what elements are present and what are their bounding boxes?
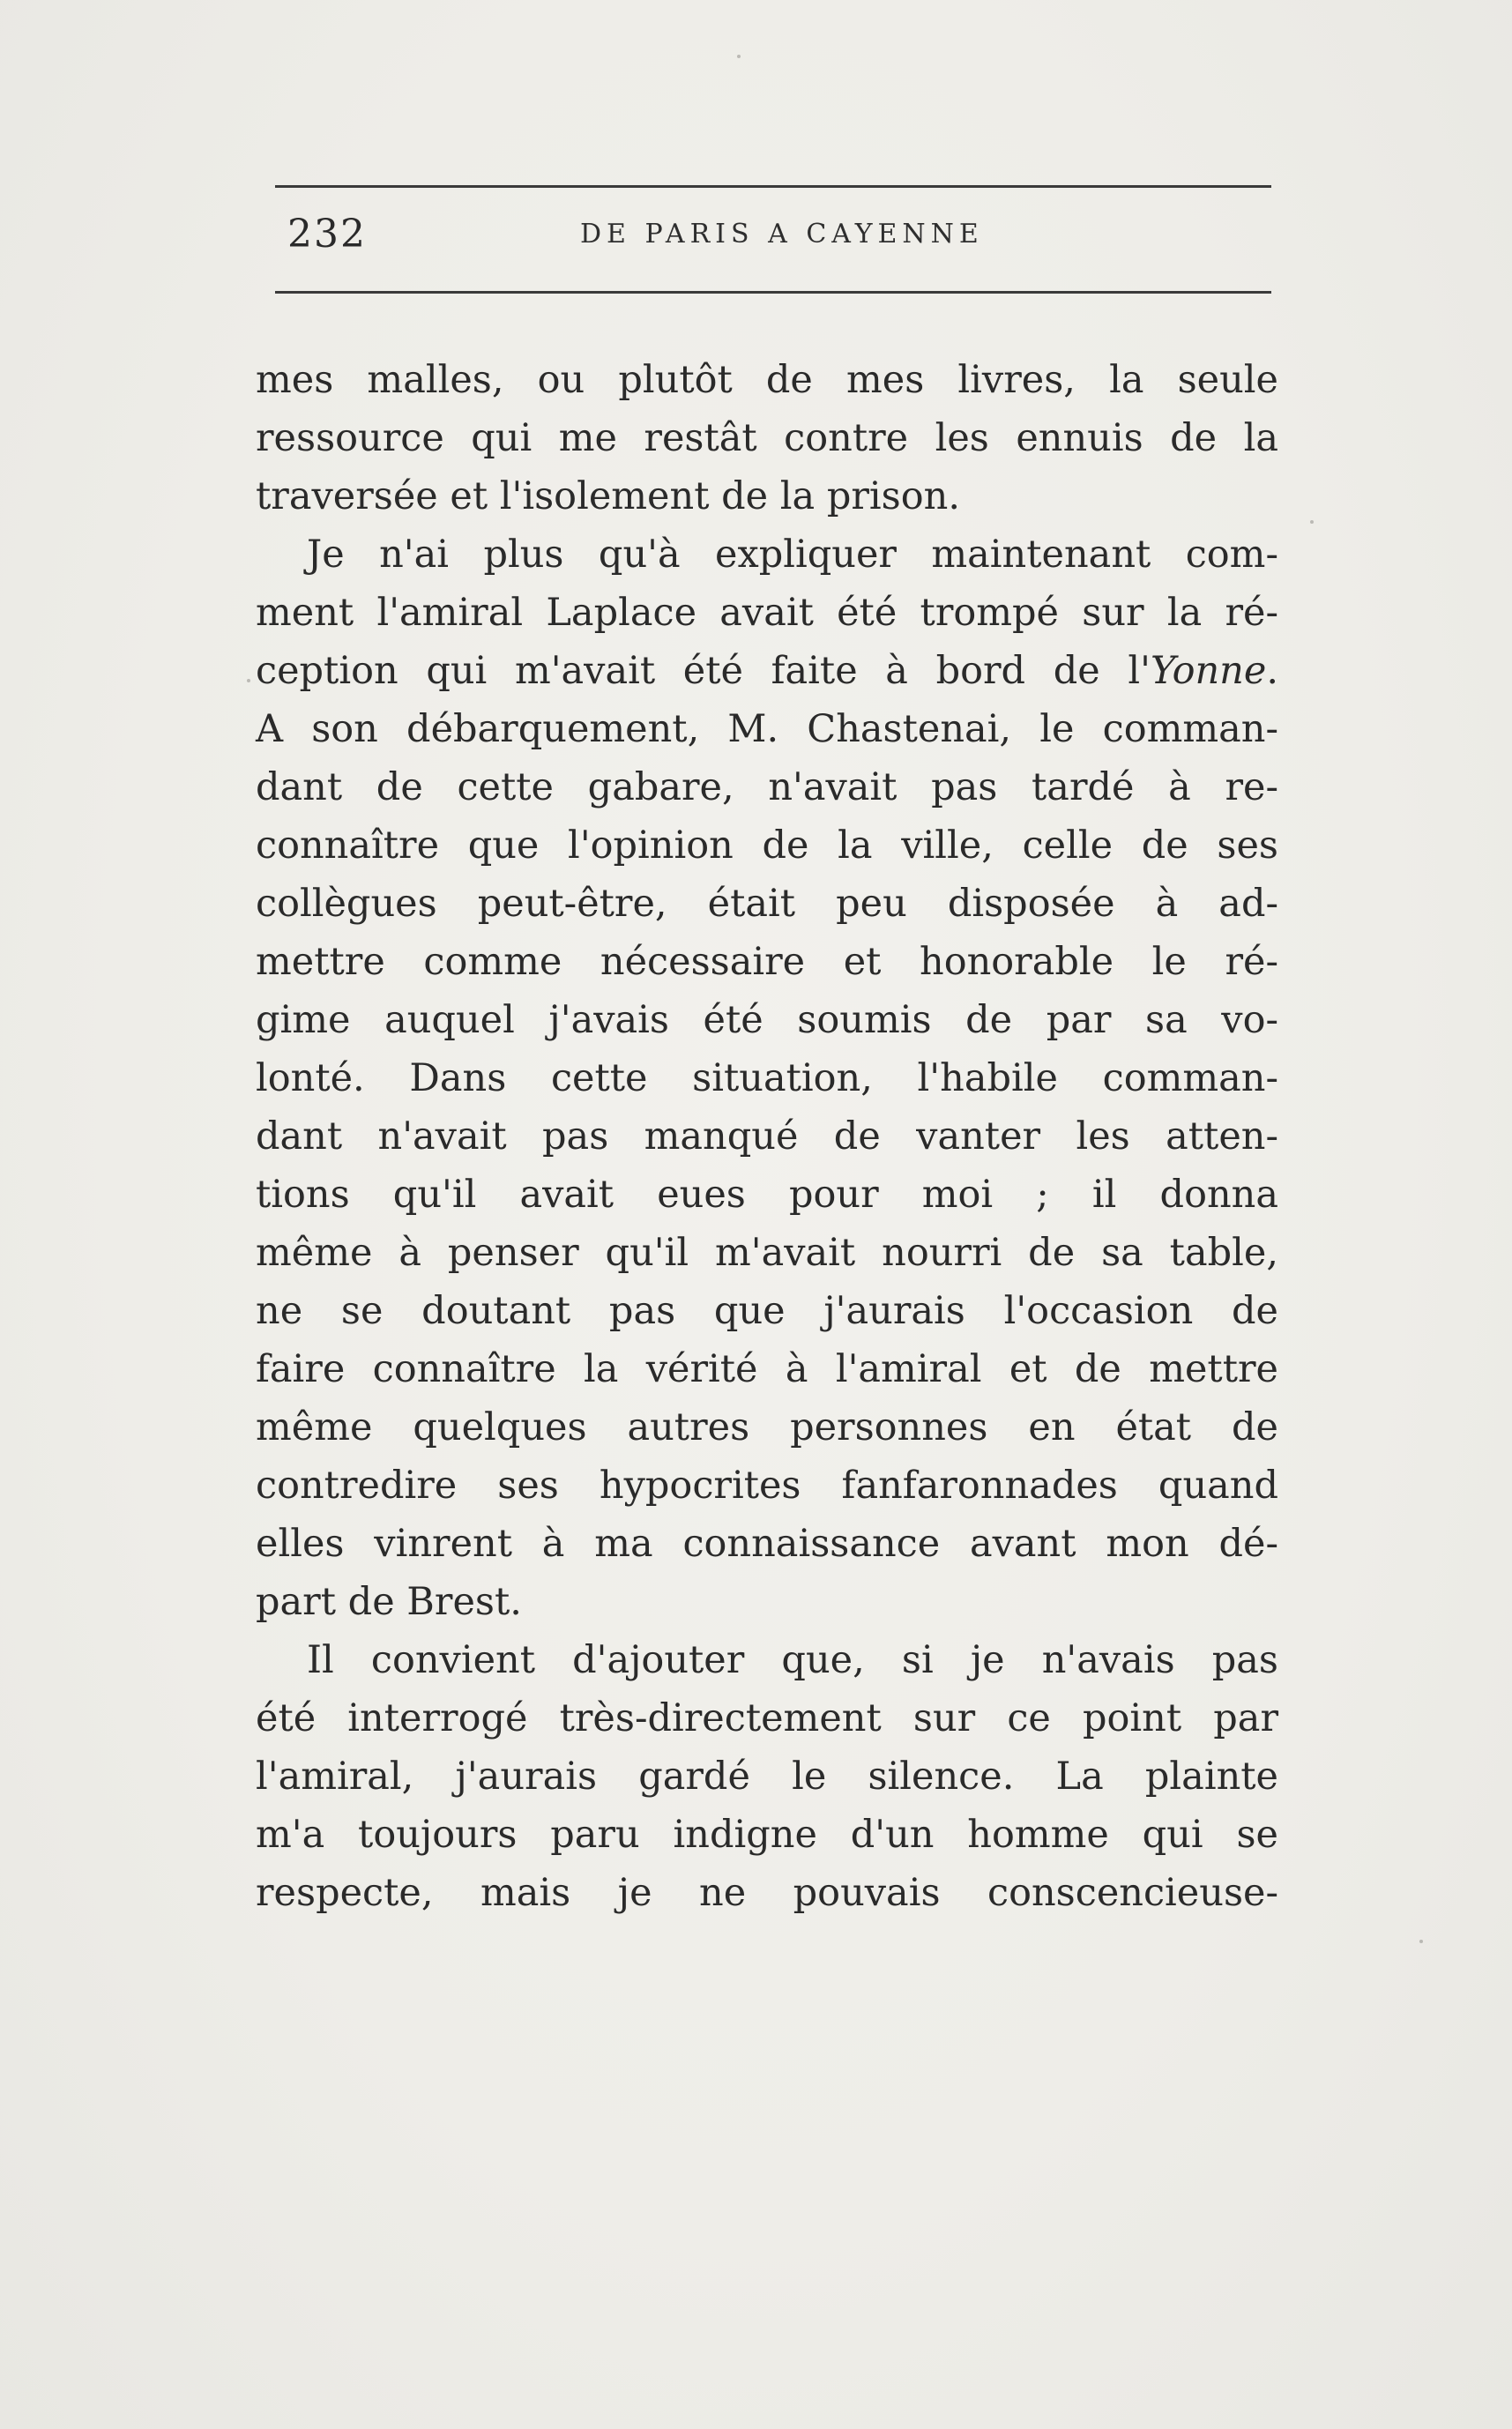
text-line: contredire ses hypocrites fanfaronnades quand	[256, 1464, 1278, 1508]
text-line: tions qu'il avait eues pour moi ; il donna	[256, 1173, 1278, 1217]
text-line: été interrogé très-directement sur ce point par	[256, 1696, 1278, 1740]
paper-speck	[737, 55, 741, 58]
running-title: DE PARIS A CAYENNE	[580, 219, 984, 250]
text-line: m'a toujours paru indigne d'un homme qui se	[256, 1813, 1278, 1857]
header-rule-bottom	[275, 291, 1271, 294]
text-line: dant de cette gabare, n'avait pas tardé à re-	[256, 765, 1278, 809]
text-line: gime auquel j'avais été soumis de par sa vo-	[256, 998, 1278, 1042]
text-line: connaître que l'opinion de la ville, celle de ses	[256, 823, 1278, 868]
header-rule-top	[275, 185, 1271, 188]
text-line: mes malles, ou plutôt de mes livres, la seule	[256, 358, 1278, 402]
page-header	[280, 212, 1271, 273]
text-line: collègues peut-être, était peu disposée à ad-	[256, 882, 1278, 926]
ship-name: Yonne	[1150, 649, 1267, 693]
paper-speck	[1310, 520, 1314, 524]
text-line: elles vinrent à ma connaissance avant mon dé-	[256, 1522, 1278, 1566]
text-line: respecte, mais je ne pouvais conscencieuse-	[256, 1871, 1278, 1915]
body-text	[256, 351, 1278, 1922]
text-line: même quelques autres personnes en état de	[256, 1405, 1278, 1449]
text-line: ception qui m'avait été faite à bord de l'Yonne.	[256, 649, 1278, 693]
text-line: l'amiral, j'aurais gardé le silence. La plainte	[256, 1755, 1278, 1799]
paper-speck	[247, 679, 250, 682]
text-line: ment l'amiral Laplace avait été trompé sur la ré-	[256, 591, 1278, 635]
text-line: Je n'ai plus qu'à expliquer maintenant com-	[307, 533, 1278, 577]
text-line: lonté. Dans cette situation, l'habile comman-	[256, 1056, 1278, 1100]
page-number: 232	[287, 212, 367, 257]
text-line: A son débarquement, M. Chastenai, le comman-	[256, 707, 1278, 751]
text-line: Il convient d'ajouter que, si je n'avais pas	[307, 1638, 1278, 1682]
text-line: traversée et l'isolement de la prison.	[256, 474, 960, 518]
paper-speck	[1419, 1940, 1423, 1943]
text-line: ne se doutant pas que j'aurais l'occasion de	[256, 1289, 1278, 1333]
text-line: dant n'avait pas manqué de vanter les atten-	[256, 1114, 1278, 1159]
text-line: même à penser qu'il m'avait nourri de sa table,	[256, 1231, 1278, 1275]
text-line: mettre comme nécessaire et honorable le ré-	[256, 940, 1278, 984]
text-line: part de Brest.	[256, 1580, 522, 1624]
text-line: faire connaître la vérité à l'amiral et de mettre	[256, 1347, 1278, 1391]
text-line: ressource qui me restât contre les ennuis de la	[256, 416, 1278, 460]
